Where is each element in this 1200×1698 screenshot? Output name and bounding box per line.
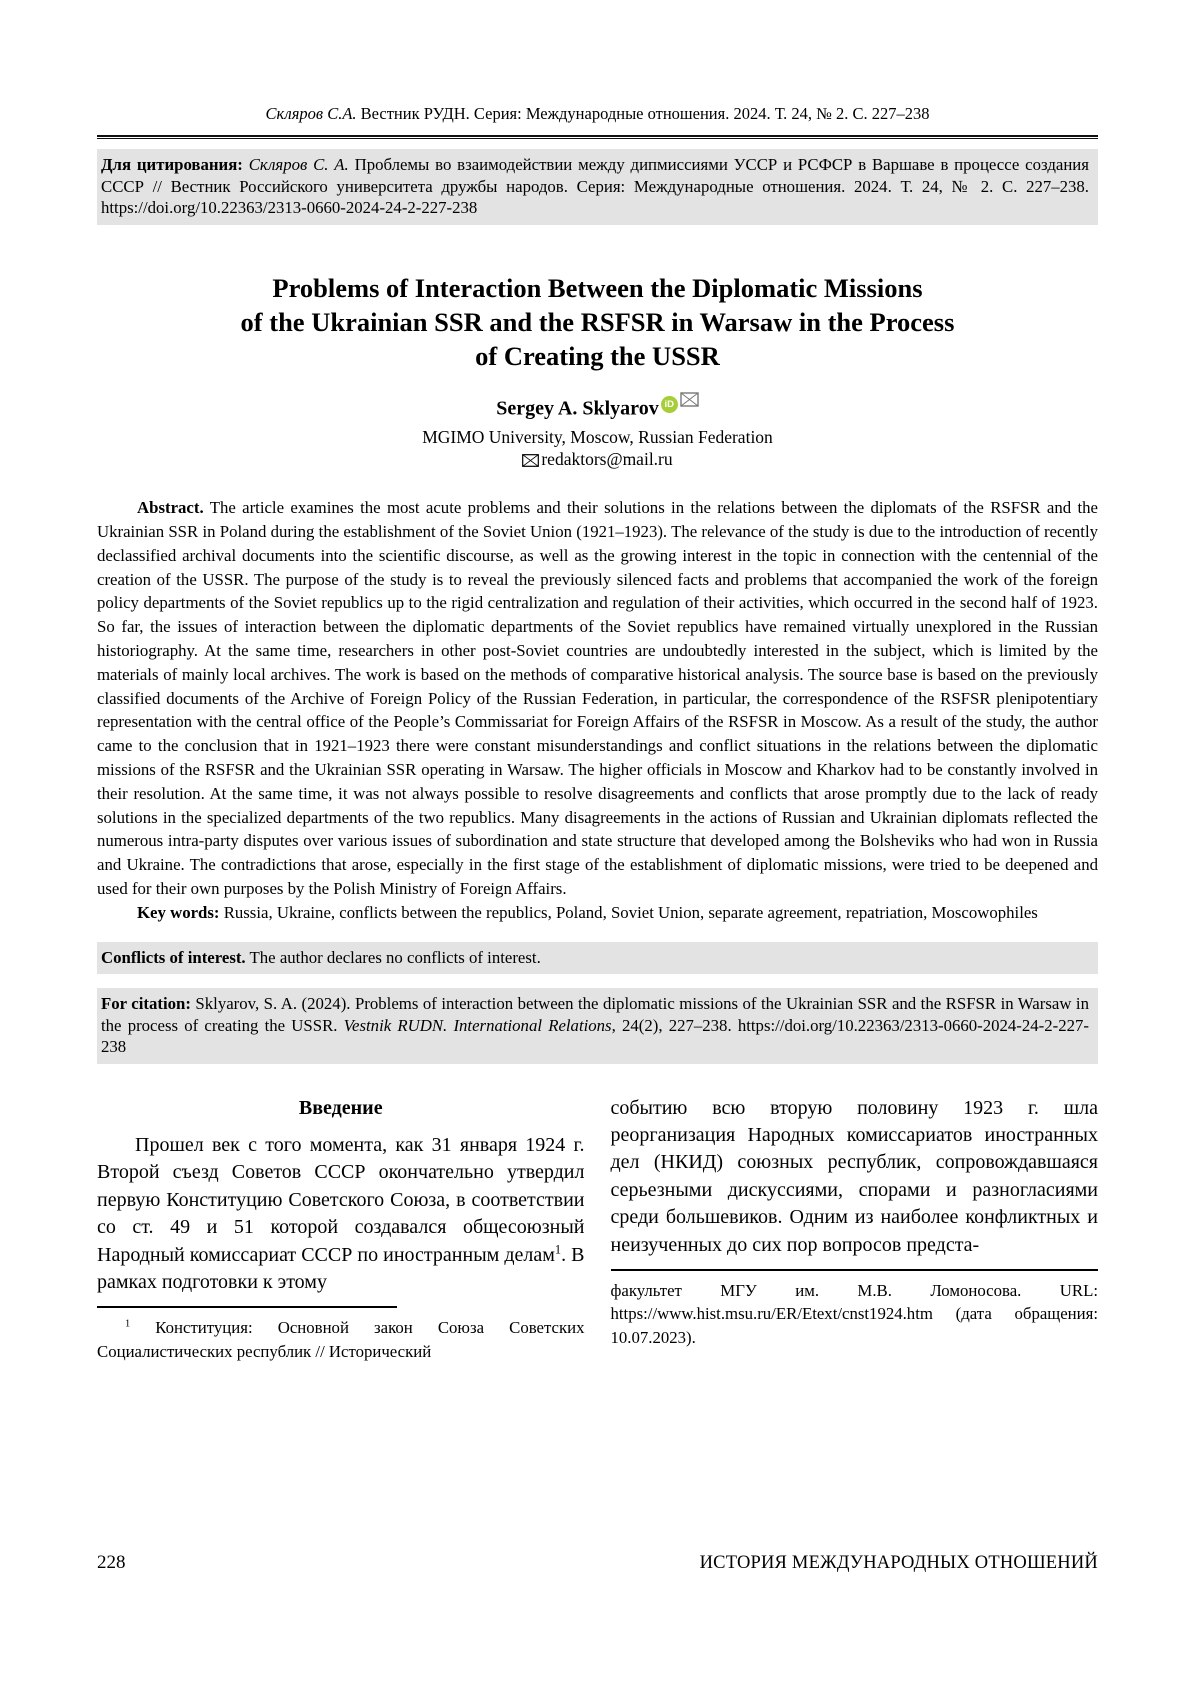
article-title-line2: of the Ukrainian SSR and the RSFSR in Warsaw in the Process: [240, 306, 955, 337]
running-head-author: Скляров С.А.: [265, 104, 357, 123]
affiliation: MGIMO University, Moscow, Russian Federation: [422, 427, 773, 448]
left-paragraph-text-after: . В рамках подготовки к этому: [97, 1243, 585, 1293]
running-head: [97, 0, 1098, 124]
email-line: [97, 449, 1098, 470]
footnote-continuation-separator-right: [611, 1269, 1099, 1271]
section-heading-introduction: Введение: [298, 1096, 383, 1119]
left-column-paragraph: [97, 1132, 585, 1296]
footnote-left-text: Конституция: Основной закон Союза Советских Социалистических республик // Исторический: [97, 1318, 585, 1361]
footnote-right: [611, 1279, 1099, 1350]
footer-section-title: ИСТОРИЯ МЕЖДУНАРОДНЫХ ОТНОШЕНИЙ: [699, 1553, 1098, 1573]
conflicts-text: The author declares no conflicts of interest.: [245, 947, 541, 967]
conflicts-block: [97, 942, 1098, 975]
page-content: [97, 0, 1098, 1363]
keywords-text: Russia, Ukraine, conflicts between the republics, Poland, Soviet Union, separate agreement, repatriation, Moscowophiles: [219, 902, 1038, 922]
footnote-left-marker: 1: [125, 1318, 131, 1330]
page-footer: [97, 1552, 1098, 1574]
citation-ru-text: Проблемы во взаимодействии между дипмиссиями УССР и РСФСР в Варшаве в процессе создания СССР // Вестник Российского университета дружбы народов. Серия: Международные отношения. 2024. Т. 24, № 2. С. 227–238.: [101, 155, 1089, 196]
orcid-icon[interactable]: iD: [661, 396, 678, 413]
citation-ru-label: Для цитирования:: [101, 155, 243, 174]
left-column: [97, 1095, 585, 1364]
email-address[interactable]: redaktors@mail.ru: [541, 449, 673, 470]
abstract-label: Abstract.: [137, 498, 204, 518]
right-column-paragraph: событию всю вторую половину 1923 г. шла реорганизация Народных комиссариатов иностранных дел (НКИД) союзных республик, сопровождавшаяся серьезными дискуссиями, спорами и разногласиями среди большевиков. Одним из наиболее конфликтных и неизученных до сих пор вопросов предста-: [610, 1096, 1098, 1256]
citation-en-block: [97, 988, 1098, 1064]
footnote-left-paragraph: [97, 1316, 585, 1363]
keywords-paragraph: [97, 901, 1098, 925]
envelope-icon[interactable]: [680, 390, 699, 412]
footnote-marker-1[interactable]: 1: [554, 1241, 562, 1256]
abstract-text: The article examines the most acute problems and their solutions in the relations between the diplomats of the RSFSR and the Ukrainian SSR in Poland during the establishment of the Soviet Union (1921–1923). The relevance of the study is due to the introduction of recently declassified archival documents into the scientific discourse, as well as the growing interest in the topic in connection with the centennial of the creation of the USSR. The purpose of the study is to reveal the previously silenced facts and problems that accompanied the work of the foreign policy departments of the Soviet republics up to the rigid centralization and regulation of their activities, which occurred in the second half of 1923. So far, the issues of interaction between the diplomatic departments of the Soviet republics have remained virtually unexplored in the Russian historiography. At the same time, researchers in other post-Soviet countries are undoubtedly interested in the subject, which is limited by the materials of mainly local archives. The work is based on the methods of comparative historical analysis. The source base is based on the previously classified documents of the Archive of Foreign Policy of the Russian Federation, in particular, the correspondence of the RSFSR plenipotentiary representation with the central office of the People’s Commissariat for Foreign Affairs of the RSFSR in Moscow. As a result of the study, the author came to the conclusion that in 1921–1923 there were constant misunderstandings and conflict situations in the relations between the diplomatic missions of the RSFSR and the Ukrainian SSR operating in Warsaw. The higher officials in Moscow and Kharkov had to be constantly involved in their resolution. At the same time, it was not always possible to resolve disagreements and conflicts that arose promptly due to the lack of ready solutions in the specialized departments of the two republics. Many disagreements in the actions of Russian and Ukrainian diplomats reflected the numerous intra-party disputes over various issues of subordination and state structure that developed among the Bolsheviks who had won in Russia and Ukraine. The contradictions that arose, especially in the first stage of the establishment of diplomatic missions, were tried to be deepened and used for their own purposes by the Polish Ministry of Foreign Affairs.: [97, 498, 1098, 898]
footnote-left: [97, 1316, 585, 1363]
citation-ru-block: [97, 149, 1098, 225]
citation-en-journal: Vestnik RUDN. International Relations: [343, 1015, 612, 1035]
footnote-separator-left: [97, 1306, 397, 1308]
email-envelope-icon: [522, 449, 541, 469]
right-column: [611, 1095, 1099, 1364]
author-name: Sergey A. Sklyarov: [496, 397, 659, 420]
citation-en-doi-link[interactable]: https://doi.org/10.22363/2313-0660-2024-24-2-227-238: [101, 1015, 1089, 1056]
citation-en-text-1: Sklyarov, S. A. (2024). Problems of interaction between the diplomatic missions of the Ukrainian SSR and the RSFSR in Warsaw in the process of creating the USSR.: [101, 994, 1089, 1035]
running-head-journal: Вестник РУДН. Серия: Международные отношения. 2024. Т. 24, № 2. С. 227–238: [356, 104, 930, 123]
citation-ru-doi-link[interactable]: https://doi.org/10.22363/2313-0660-2024-24-2-227-238: [101, 198, 478, 217]
left-paragraph-text: Прошел век с того момента, как 31 января 1924 г. Второй съезд Советов СССР окончательно утвердил первую Конституцию Советского Союза, в соответствии со ст. 49 и 51 которой создавался общесоюзный Народный комиссариат СССР по иностранным делам: [97, 1133, 585, 1266]
footnote-right-paragraph: факультет МГУ им. М.В. Ломоносова. URL: https://www.hist.msu.ru/ER/Etext/cnst1924.htm (дата обращения: 10.07.2023).: [610, 1280, 1098, 1347]
abstract-paragraph: [97, 496, 1098, 901]
citation-ru-author: Скляров С. А.: [242, 155, 349, 174]
article-title: [97, 271, 1098, 373]
citation-en-text-2: , 24(2), 227–238.: [611, 1015, 738, 1035]
header-rule: [97, 135, 1098, 139]
conflicts-label: Conflicts of interest.: [101, 947, 246, 967]
keywords-label: Key words:: [137, 902, 220, 922]
author-line: [97, 390, 1098, 421]
article-title-line3: of Creating the USSR: [475, 340, 720, 371]
page-number: 228: [97, 1552, 126, 1573]
article-title-line1: Problems of Interaction Between the Diplomatic Missions: [272, 272, 923, 303]
citation-en-label: For citation:: [101, 994, 191, 1013]
two-column-body: [97, 1095, 1098, 1364]
